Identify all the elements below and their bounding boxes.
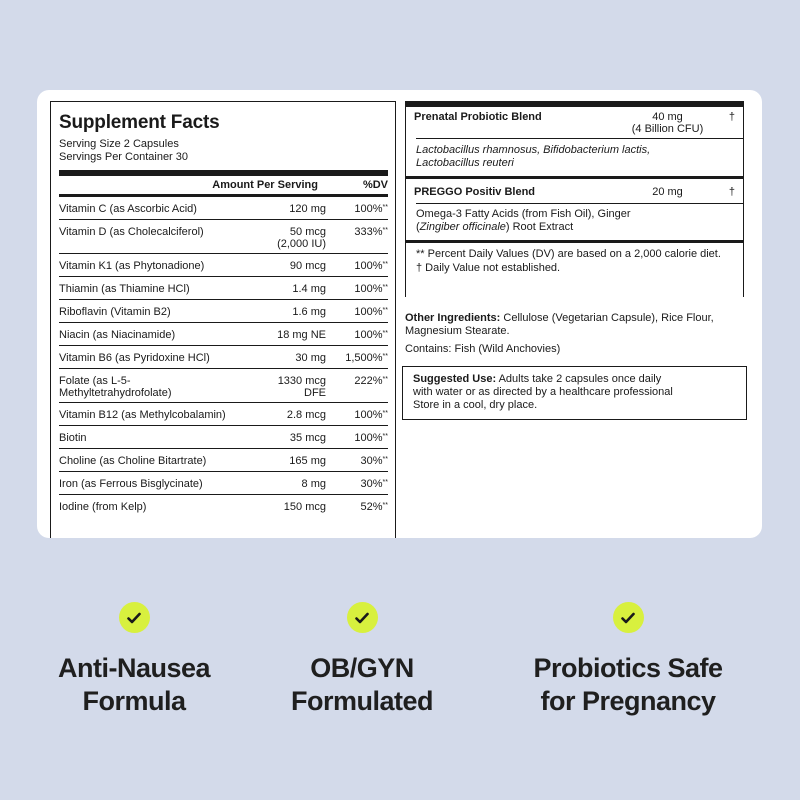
badge-line-1: OB/GYN (310, 653, 414, 683)
dv-footnote-mark: ** (382, 456, 388, 463)
nutrient-name: Vitamin D (as Cholecalciferol) (59, 226, 204, 238)
badge-anti-nausea (34, 602, 234, 718)
suggested-use-box (402, 366, 747, 420)
allergen-statement: Contains: Fish (Wild Anchovies) (405, 343, 561, 355)
nutrient-dv (336, 226, 388, 253)
dv-value: 100% (354, 306, 383, 318)
other-ingredients (405, 312, 745, 338)
nutrient-row (59, 277, 388, 300)
badge-line-1: Anti-Nausea (57, 653, 211, 683)
amount-extra: (2,000 IU) (277, 238, 326, 250)
nutrient-rows (59, 197, 388, 518)
facts-title: Supplement Facts (59, 112, 220, 133)
nutrient-name: Iodine (from Kelp) (59, 501, 147, 513)
nutrient-name: Biotin (59, 432, 87, 444)
thin-divider (416, 203, 743, 204)
probiotic-strains-2: Lactobacillus reuteri (416, 157, 514, 169)
nutrient-name: Niacin (as Niacinamide) (59, 329, 176, 341)
preggo-desc-2: (Zingiber officinale) Root Extract (416, 221, 574, 233)
other-ingredients-label: Other Ingredients: (405, 312, 501, 324)
nutrient-row (59, 369, 388, 403)
suggested-use-line2: with water or as directed by a healthcare professional (413, 386, 673, 398)
nutrient-amount (236, 260, 336, 276)
dv-footnote-mark: ** (382, 284, 388, 291)
nutrient-row (59, 426, 388, 449)
probiotic-strains-1: Lactobacillus rhamnosus, Bifidobacterium lactis, (416, 144, 651, 156)
preggo-blend-name: PREGGO Positiv Blend (414, 186, 536, 198)
nutrient-amount (236, 432, 336, 448)
nutrient-row (59, 472, 388, 495)
amount-value: 1.4 mg (292, 283, 326, 295)
nutrient-dv (336, 260, 388, 276)
nutrient-row (59, 495, 388, 518)
nutrient-dv (336, 306, 388, 322)
suggested-use-line1: Adults take 2 capsules once daily (496, 373, 662, 385)
nutrient-row (59, 220, 388, 254)
nutrient-amount (236, 203, 336, 219)
dv-footnote-mark: ** (382, 204, 388, 211)
nutrient-row (59, 403, 388, 426)
storage-instruction: Store in a cool, dry place. (413, 399, 538, 411)
nutrient-amount (236, 306, 336, 322)
nutrient-name: Vitamin B12 (as Methylcobalamin) (59, 409, 226, 421)
amount-value: 120 mg (289, 203, 326, 215)
serving-size: Serving Size 2 Capsules (59, 138, 179, 150)
nutrient-name: Riboflavin (Vitamin B2) (59, 306, 171, 318)
preggo-blend-row (406, 186, 743, 198)
probiotic-cfu: (4 Billion CFU) (631, 123, 704, 135)
nutrient-dv (336, 432, 388, 448)
dv-footnote-mark: ** (382, 227, 388, 234)
dv-value: 52% (360, 501, 383, 513)
dv-value: 100% (354, 260, 383, 272)
nutrient-name: Iron (as Ferrous Bisglycinate) (59, 478, 203, 490)
dv-footnote-mark: ** (382, 261, 388, 268)
badge-line-2: Formulated (290, 686, 433, 716)
dv-value: 100% (354, 432, 383, 444)
dagger-mark: † (728, 111, 735, 123)
nutrient-name: Vitamin C (as Ascorbic Acid) (59, 203, 197, 215)
nutrient-row (59, 197, 388, 220)
nutrient-dv (336, 283, 388, 299)
nutrient-dv (336, 501, 388, 518)
dv-footnote-mark: ** (382, 410, 388, 417)
dv-footnote-mark: ** (382, 479, 388, 486)
dv-value: 333% (354, 226, 383, 238)
nutrient-amount (236, 283, 336, 299)
servings-per-container: Servings Per Container 30 (59, 151, 189, 163)
badge-obgyn (262, 602, 462, 718)
dv-value: 222% (354, 375, 383, 387)
nutrient-amount (236, 478, 336, 494)
dv-header: %DV (362, 179, 388, 191)
dv-value: 30% (360, 455, 383, 467)
thick-divider (406, 101, 743, 107)
facts-header-row (59, 176, 388, 197)
nutrient-name: Vitamin B6 (as Pyridoxine HCl) (59, 352, 210, 364)
nutrient-row (59, 346, 388, 369)
probiotic-blend-amount (620, 111, 715, 135)
blend-panel (405, 101, 744, 297)
nutrient-dv (336, 478, 388, 494)
nutrient-dv (336, 352, 388, 368)
amount-value: 18 mg NE (277, 329, 326, 341)
dv-footnote-mark: ** (382, 353, 388, 360)
nutrient-name: Thiamin (as Thiamine HCl) (59, 283, 190, 295)
probiotic-blend-row (406, 111, 743, 135)
nutrient-amount (236, 226, 336, 253)
amount-value: 90 mcg (289, 260, 326, 272)
probiotic-blend-name: Prenatal Probiotic Blend (414, 111, 542, 123)
dv-footnote-mark: ** (382, 307, 388, 314)
footnote-dagger: † Daily Value not established. (416, 262, 561, 274)
nutrient-amount (236, 329, 336, 345)
dv-value: 1,500% (345, 352, 383, 364)
amount-value: 35 mcg (289, 432, 326, 444)
nutrient-row (59, 449, 388, 472)
amount-extra: DFE (304, 387, 326, 399)
nutrient-name: Vitamin K1 (as Phytonadione) (59, 260, 205, 272)
dv-value: 100% (354, 283, 383, 295)
dv-value: 100% (354, 409, 383, 421)
other-ingredients-text: Cellulose (Vegetarian Capsule), Rice Flour, Magnesium Stearate. (405, 312, 714, 337)
dv-footnote-mark: ** (382, 330, 388, 337)
amount-value: 30 mg (295, 352, 326, 364)
ginger-latin-name: Zingiber officinale (419, 221, 506, 233)
amount-value: 50 mcg (289, 226, 326, 238)
footnote-dv: ** Percent Daily Values (DV) are based on a 2,000 calorie diet. (416, 248, 721, 260)
nutrient-dv (336, 409, 388, 425)
nutrient-name: Choline (as Choline Bitartrate) (59, 455, 207, 467)
nutrient-dv (336, 203, 388, 219)
nutrient-dv (336, 455, 388, 471)
amount-value: 2.8 mcg (286, 409, 326, 421)
amount-value: 8 mg (301, 478, 326, 490)
nutrient-name: Folate (as L-5-Methyltetrahydrofolate) (59, 375, 172, 399)
nutrient-dv (336, 375, 388, 402)
thin-divider (416, 138, 743, 139)
thick-divider (406, 240, 743, 243)
badge-label (34, 652, 234, 718)
check-icon (119, 602, 150, 633)
nutrient-dv (336, 329, 388, 345)
badge-line-2: Formula (82, 686, 186, 716)
preggo-desc-1: Omega-3 Fatty Acids (from Fish Oil), Ginger (416, 208, 631, 220)
badge-label (262, 652, 462, 718)
nutrient-row (59, 254, 388, 277)
nutrient-row (59, 323, 388, 346)
dv-value: 30% (360, 478, 383, 490)
preggo-desc-rest: ) Root Extract (505, 221, 574, 233)
dv-footnote-mark: ** (382, 502, 388, 509)
nutrient-amount (236, 352, 336, 368)
preggo-blend-amount: 20 mg (652, 186, 683, 198)
nutrient-amount (236, 455, 336, 471)
nutrient-amount (236, 375, 336, 402)
amount-value: 1330 mcg (277, 375, 326, 387)
dv-footnote-mark: ** (382, 433, 388, 440)
badge-line-2: for Pregnancy (540, 686, 716, 716)
nutrient-row (59, 300, 388, 323)
amount-value: 150 mcg (283, 501, 326, 513)
thick-divider (406, 176, 743, 179)
dagger-mark: † (728, 186, 735, 198)
dv-value: 100% (354, 329, 383, 341)
amount-header: Amount Per Serving (212, 179, 318, 191)
check-icon (347, 602, 378, 633)
badge-label (508, 652, 748, 718)
probiotic-amount: 40 mg (652, 111, 683, 123)
dv-footnote-mark: ** (382, 376, 388, 383)
nutrient-amount (236, 409, 336, 425)
amount-value: 165 mg (289, 455, 326, 467)
check-icon (613, 602, 644, 633)
supplement-facts-panel (50, 101, 396, 538)
dv-value: 100% (354, 203, 383, 215)
label-card (37, 90, 762, 538)
suggested-use-label: Suggested Use: (413, 373, 497, 385)
badge-line-1: Probiotics Safe (533, 653, 723, 683)
amount-value: 1.6 mg (292, 306, 326, 318)
nutrient-amount (236, 501, 336, 518)
badge-probiotics-safe (508, 602, 748, 718)
